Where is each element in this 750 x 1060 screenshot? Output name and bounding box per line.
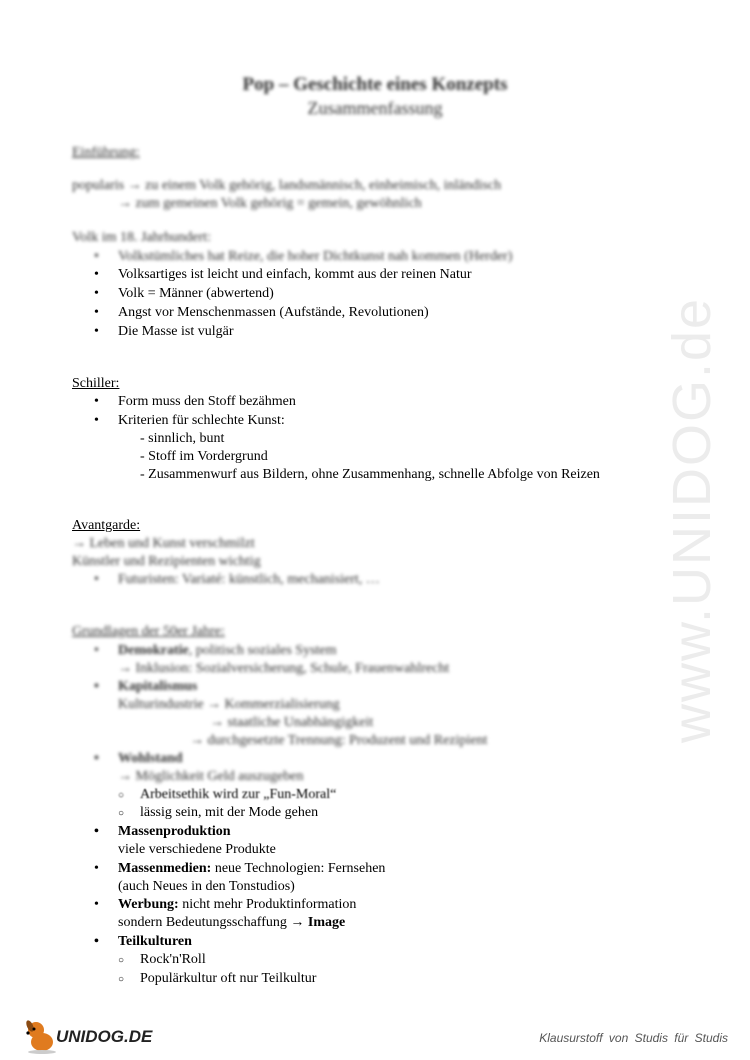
term-massenmedien-desc: neue Technologien: Fernsehen [211,861,386,876]
sub-line: → Inklusion: Sozialversicherung, Schule, Frauenwahlrecht [118,661,450,676]
sub-line: → durchgesetzte Trennung: Produzent und Rezipient [190,733,488,748]
sub-line: viele verschiedene Produkte [118,842,276,857]
section-heading-avantgarde: Avantgarde: [72,518,141,533]
list-item [118,642,337,660]
sub-item: - sinnlich, bunt [140,431,225,446]
werbung-image: → Image [290,915,346,930]
term-teilkulturen: • Teilkulturen [118,933,192,951]
list-item: • Volksartiges ist leicht und einfach, kommt aus der reinen Natur [118,266,472,284]
list-item: • Kriterien für schlechte Kunst: [118,412,285,430]
list-item [118,896,356,914]
sub-item: ○ lässig sein, mit der Mode gehen [140,804,318,822]
einfuehrung-line: popularis → zu einem Volk gehörig, landsmännisch, einheimisch, inländisch [72,178,502,193]
footer-tagline: Klausurstoff von Studis für Studis [539,1031,728,1045]
term-kapitalismus: • Kapitalismus [118,678,197,696]
term-demokratie-desc: , politisch soziales System [188,643,337,658]
term-werbung-desc: nicht mehr Produktinformation [178,897,357,912]
sub-item: ○ Populärkultur oft nur Teilkultur [140,970,316,988]
watermark: www.UNIDOG.de [662,296,722,744]
avantgarde-line: → Leben und Kunst verschmilzt [72,536,255,551]
logo-text: UNIDOG.DE [56,1027,153,1046]
sub-line [118,914,345,932]
list-item [118,860,385,878]
list-item: • Futuristen: Variaté: künstlich, mechanisiert, … [118,571,380,589]
term-massenproduktion: • Massenproduktion [118,823,231,841]
document-subtitle: Zusammenfassung [307,98,443,118]
list-item: • Volk = Männer (abwertend) [118,285,274,303]
list-item: • Volkstümliches hat Reize, die hoher Dichtkunst nah kommen (Herder) [118,248,512,266]
sub-item: - Zusammenwurf aus Bildern, ohne Zusammenhang, schnelle Abfolge von Reizen [140,467,600,482]
sub-line: (auch Neues in den Tonstudios) [118,879,295,894]
werbung-sub-text: sondern Bedeutungsschaffung [118,915,291,930]
term-massenmedien: Massenmedien: [118,861,212,876]
section-heading-schiller: Schiller: [72,376,120,391]
term-werbung: Werbung: [118,897,179,912]
section-heading-volk: Volk im 18. Jahrhundert: [72,230,211,245]
sub-item: ○ Arbeitsethik wird zur „Fun-Moral“ [140,786,336,804]
sub-line: → Möglichkeit Geld auszugeben [118,769,304,784]
sub-item: ○ Rock'n'Roll [140,951,206,969]
sub-item: - Stoff im Vordergrund [140,449,268,464]
avantgarde-line: Künstler und Rezipienten wichtig [72,554,261,569]
sub-line: Kulturindustrie → Kommerzialisierung [118,697,340,712]
list-item: • Form muss den Stoff bezähmen [118,393,296,411]
section-heading-grundlagen: Grundlagen der 50er Jahre: [72,624,225,639]
list-item: • Angst vor Menschenmassen (Aufstände, Revolutionen) [118,304,429,322]
document-title: Pop – Geschichte eines Konzepts [242,74,508,95]
section-heading-einfuehrung: Einführung: [72,145,140,160]
list-item: • Die Masse ist vulgär [118,323,233,341]
term-demokratie: Demokratie [118,643,189,658]
term-wohlstand: • Wohlstand [118,750,183,768]
einfuehrung-line: → zum gemeinen Volk gehörig = gemein, gewöhnlich [118,196,422,211]
sub-line: → staatliche Unabhängigkeit [210,715,374,730]
